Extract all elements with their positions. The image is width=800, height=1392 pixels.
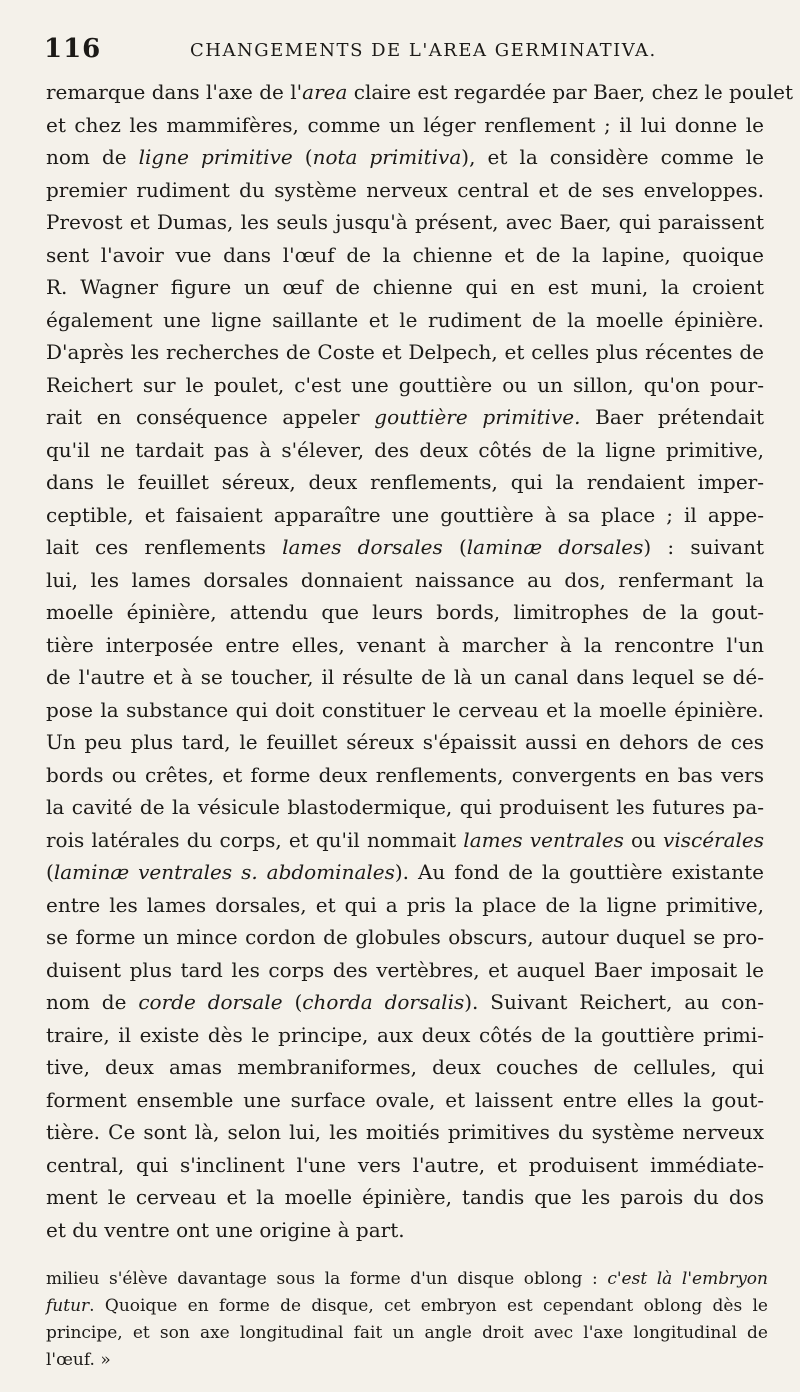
text-run: tière interposée entre elles, venant à marcher à la rencontre l'un [46,632,764,657]
text-run: rois latérales du corps, et qu'il nommait [46,827,464,852]
text-line [46,206,764,239]
text-run: ). Au fond de la gouttière existante [394,860,764,884]
text-run: rait en conséquence appeler [46,405,375,429]
text-run: milieu s'élève davantage sous la forme d'un disque oblong : [46,1269,608,1289]
text-line [46,596,764,629]
quoted-passage [46,1266,768,1374]
text-run: Reichert sur le poulet, c'est une gouttière ou un sillon, qu'on pour- [46,372,764,397]
text-run: dans le feuillet séreux, deux renflements, qui la rendaient imper- [46,470,764,494]
text-line [46,271,764,304]
italic-term: area [302,80,348,104]
text-line [46,1181,764,1214]
text-line [46,791,764,824]
text-line [46,1149,764,1182]
text-run: et du ventre ont une origine à part. [46,1217,405,1242]
text-line [46,1019,764,1052]
text-run: ), et la considère comme le [461,145,764,169]
text-run: premier rudiment du système nerveux central et de ses enveloppes. [46,177,764,202]
body-text [46,76,794,1246]
text-run: la cavité de la vésicule blastodermique, qui produisent les futures pa- [46,795,764,819]
text-run: ceptible, et faisaient apparaître une gouttière à sa place ; il appe- [46,502,764,527]
text-line [46,434,764,467]
italic-term: futur [46,1296,90,1316]
text-run: ment le cerveau et la moelle épinière, tandis que les parois du dos [46,1185,764,1209]
text-run: de l'autre et à se toucher, il résulte de là un canal dans lequel se dé- [46,665,764,689]
text-run: moelle épinière, attendu que leurs bords, limitrophes de la gout- [46,600,764,624]
italic-term: corde dorsale [138,990,283,1014]
text-line [46,76,794,109]
text-run: remarque dans l'axe de l' [46,80,303,104]
italic-term: lames ventrales [463,827,624,852]
text-run: sent l'avoir vue dans l'œuf de la chienne et de la lapine, quoique [46,242,764,267]
text-line [46,336,764,369]
italic-term: gouttière primitive. [374,405,581,429]
text-run: . Quoique en forme de disque, cet embryon est cependant oblong dès le [89,1296,768,1316]
page-number: 116 [44,34,102,64]
text-run: l'œuf. » [46,1350,111,1370]
text-line [46,466,764,499]
text-line [46,1051,764,1084]
text-run: se forme un mince cordon de globules obscurs, autour duquel se pro- [46,925,764,949]
text-line [46,531,764,564]
text-line [46,986,764,1019]
text-run: R. Wagner figure un œuf de chienne qui en est muni, la croient [46,275,764,299]
text-line [46,921,764,954]
text-run: tière. Ce sont là, selon lui, les moitiés primitives du système nerveux [46,1120,764,1144]
text-run: lui, les lames dorsales donnaient naissance au dos, renfermant la [46,567,764,592]
text-line [46,694,764,727]
text-line [46,174,764,207]
text-run: également une ligne saillante et le rudiment de la moelle épinière. [46,307,764,332]
text-line [46,726,764,759]
italic-term: laminæ dorsales [466,535,644,559]
text-line [46,109,764,142]
text-line [46,824,764,857]
page-header [44,34,754,70]
text-run: ( [282,990,303,1014]
text-run: nom de [46,145,139,169]
text-line [46,141,764,174]
running-title: CHANGEMENTS DE L'AREA GERMINATIVA. [190,40,657,61]
text-line [46,239,764,272]
text-run: principe, et son axe longitudinal fait un angle droit avec l'axe longitudinal de [46,1323,768,1343]
text-run: forment ensemble une surface ovale, et laissent entre elles la gout- [46,1087,764,1112]
text-line [46,954,764,987]
text-line [46,759,764,792]
italic-term: viscérales [663,827,765,852]
quote-line [46,1266,768,1293]
italic-term: chorda dorsalis [302,990,465,1014]
text-run: qu'il ne tardait pas à s'élever, des deux côtés de la ligne primitive, [46,437,764,462]
text-run: lait ces renflements [46,535,283,559]
text-line [46,1084,764,1117]
italic-term: lames dorsales [282,535,443,559]
text-line [46,401,764,434]
text-line [46,1214,764,1247]
quote-line [46,1293,768,1320]
text-run: Prevost et Dumas, les seuls jusqu'à présent, avec Baer, qui paraissent [46,210,764,234]
text-run: duisent plus tard les corps des vertèbres, et auquel Baer imposait le [46,957,764,982]
text-line [46,304,764,337]
text-line [46,1116,764,1149]
text-line [46,564,764,597]
text-run: Baer prétendait [580,405,764,429]
text-run: nom de [46,990,139,1014]
text-run: central, qui s'inclinent l'une vers l'autre, et produisent immédiate- [46,1152,764,1177]
text-line [46,661,764,694]
italic-term: ligne primitive [138,145,293,169]
text-run: traire, il existe dès le principe, aux deux côtés de la gouttière primi- [46,1022,764,1047]
text-run: ( [46,860,54,884]
text-run: tive, deux amas membraniformes, deux couches de cellules, qui [46,1055,764,1079]
italic-term: c'est là l'embryon [607,1269,768,1289]
italic-term: laminæ ventrales s. abdominales [53,860,395,884]
text-run: ou [623,827,664,852]
italic-term: nota primitiva [312,145,462,169]
quote-line [46,1347,768,1374]
text-run: claire est regardée par Baer, chez le poulet [347,80,794,104]
text-run: D'après les recherches de Coste et Delpech, et celles plus récentes de [46,340,764,364]
text-line [46,889,764,922]
text-line [46,499,764,532]
text-run: ( [292,145,313,169]
text-run: pose la substance qui doit constituer le cerveau et la moelle épinière. [46,697,764,722]
text-line [46,629,764,662]
text-run: Un peu plus tard, le feuillet séreux s'épaissit aussi en dehors de ces [46,730,764,754]
text-run: ) : suivant [643,535,764,559]
text-run: ( [442,535,467,559]
text-run: bords ou crêtes, et forme deux renflements, convergents en bas vers [46,762,764,787]
text-run: ). Suivant Reichert, au con- [464,990,765,1014]
text-run: et chez les mammifères, comme un léger renflement ; il lui donne le [46,112,764,137]
text-line [46,369,764,402]
text-line [46,856,764,889]
text-run: entre les lames dorsales, et qui a pris la place de la ligne primitive, [46,892,764,917]
quote-line [46,1320,768,1347]
